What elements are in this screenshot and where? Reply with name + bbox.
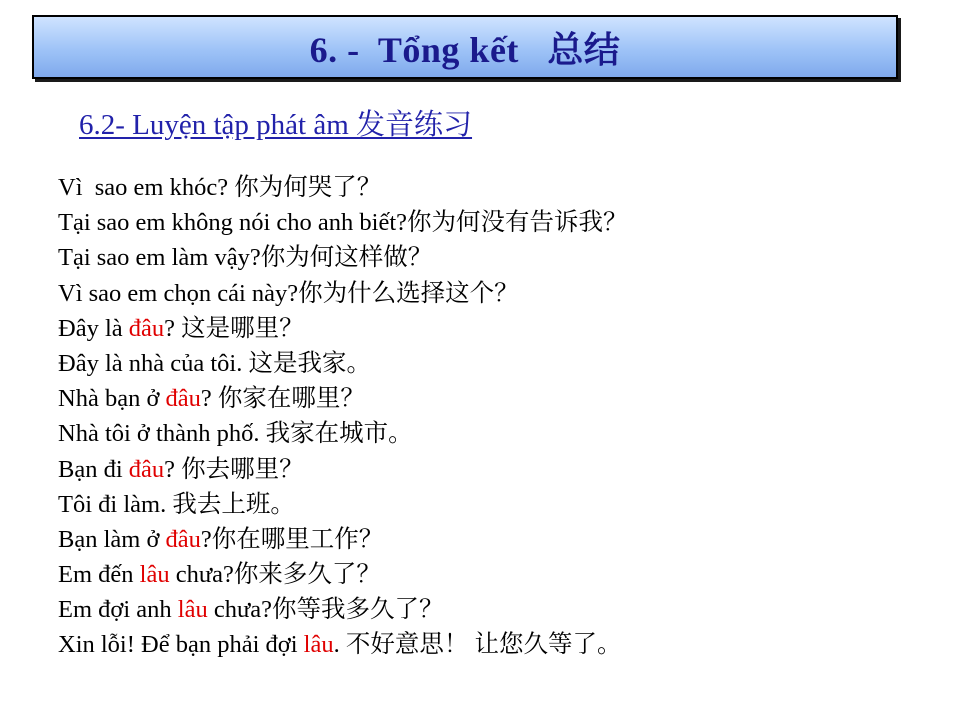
sentence-text: ?你在哪里工作？ bbox=[200, 525, 384, 553]
sentence-line bbox=[58, 557, 628, 592]
sentence-text: chưa?你等我多久了？ bbox=[207, 596, 444, 624]
sentence-text: Vì sao em khóc? 你为何哭了？ bbox=[58, 174, 382, 201]
section-heading: 6.2- Luyện tập phát âm 发音练习 bbox=[79, 109, 473, 141]
sentence-text: ? 这是哪里？ bbox=[164, 314, 304, 342]
sentence-line bbox=[58, 487, 628, 522]
page-title: 6. - Tổng kết 总结 bbox=[309, 29, 621, 70]
sentence-text: Vì sao em chọn cái này?你为什么选择这个？ bbox=[58, 279, 519, 307]
sentence-line bbox=[58, 346, 628, 381]
sentence-text: chưa?你来多久了？ bbox=[169, 561, 381, 589]
highlighted-word: đâu bbox=[128, 455, 165, 483]
sentence-text: Nhà bạn ở bbox=[58, 385, 166, 413]
sentence-line bbox=[58, 205, 628, 240]
highlighted-word: đâu bbox=[165, 385, 201, 413]
sentence-list bbox=[58, 170, 628, 663]
sentence-line bbox=[58, 592, 628, 627]
sentence-text: Em đến bbox=[58, 561, 140, 589]
sentence-text: ? 你家在哪里？ bbox=[200, 385, 365, 413]
sentence-text: Đây là nhà của tôi. 这是我家。 bbox=[58, 349, 371, 377]
sentence-line bbox=[58, 170, 628, 205]
sentence-text: Nhà tôi ở thành phố. 我家在城市。 bbox=[58, 420, 413, 448]
sentence-line bbox=[58, 452, 628, 487]
highlighted-word: lâu bbox=[139, 561, 170, 589]
sentence-text: Tôi đi làm. 我去上班。 bbox=[58, 490, 295, 518]
sentence-text: Tại sao em làm vậy?你为何这样做？ bbox=[58, 244, 433, 272]
sentence-line bbox=[58, 311, 628, 346]
sentence-line bbox=[58, 276, 628, 311]
sentence-line bbox=[58, 240, 628, 275]
sentence-line bbox=[58, 416, 628, 451]
sentence-text: Tại sao em không nói cho anh biết?你为何没有告诉我？ bbox=[58, 209, 628, 237]
sentence-text: Bạn đi bbox=[58, 455, 129, 483]
highlighted-word: lâu bbox=[303, 631, 334, 659]
sentence-text: Em đợi anh bbox=[58, 596, 178, 624]
sentence-text: Xin lỗi! Để bạn phải đợi bbox=[58, 631, 304, 659]
sentence-text: . 不好意思！ 让您久等了。 bbox=[333, 631, 622, 659]
sentence-text: ? 你去哪里？ bbox=[164, 455, 304, 483]
title-banner bbox=[32, 15, 898, 79]
highlighted-word: đâu bbox=[165, 525, 201, 553]
highlighted-word: lâu bbox=[177, 596, 208, 624]
sentence-text: Đây là bbox=[58, 314, 129, 342]
sentence-line bbox=[58, 381, 628, 416]
sentence-line bbox=[58, 627, 628, 662]
sentence-line bbox=[58, 522, 628, 557]
highlighted-word: đâu bbox=[128, 314, 165, 342]
sentence-text: Bạn làm ở bbox=[58, 525, 166, 553]
